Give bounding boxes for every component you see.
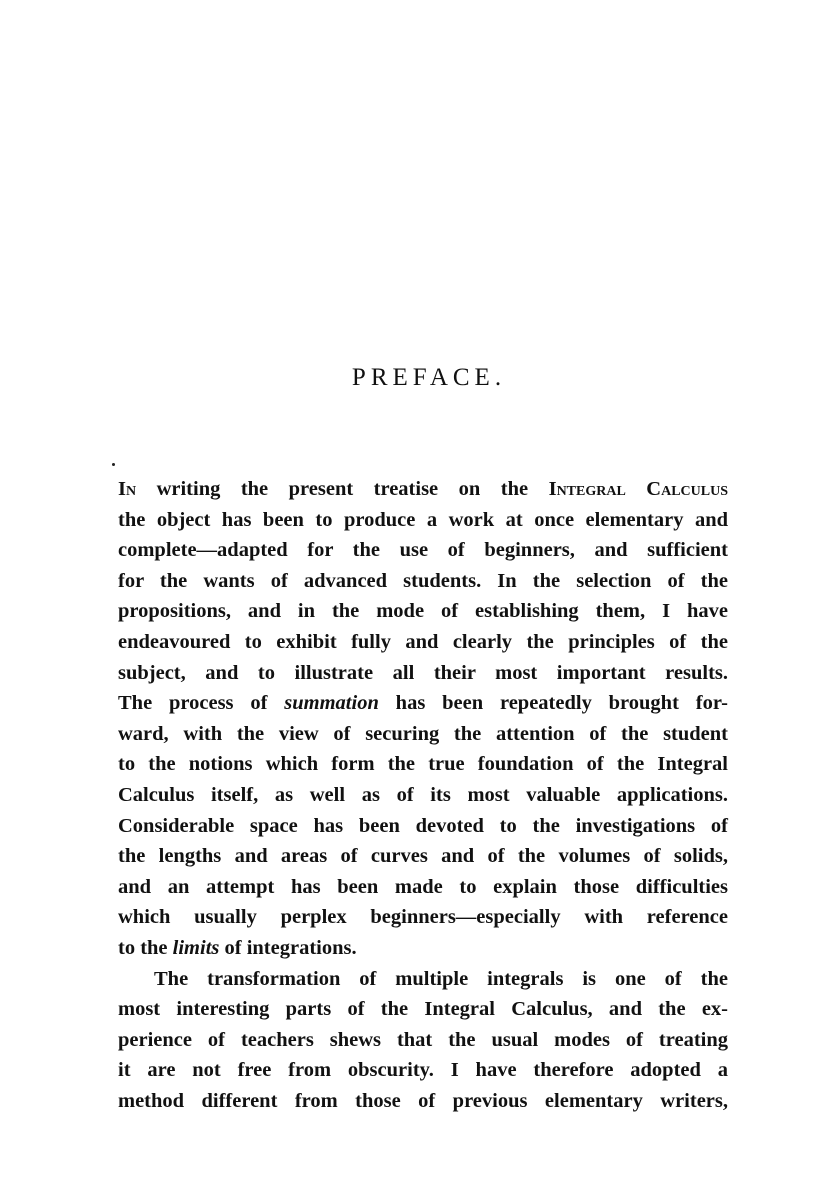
text-run: writing the present treatise on the [136, 478, 549, 500]
text-line [118, 872, 728, 903]
text-line [118, 688, 728, 719]
text-run: it are not free from obscurity. I have therefore adopted a [118, 1059, 728, 1082]
emphasized-term: summation [284, 692, 379, 715]
text-line [118, 505, 728, 536]
text-line [118, 474, 728, 505]
text-line [118, 780, 728, 811]
text-line [118, 964, 728, 995]
paragraph-2 [118, 964, 728, 1117]
text-run: to the notions which form the true foundation of the Integral [118, 753, 728, 776]
text-line [118, 627, 728, 658]
printing-speck [112, 463, 115, 466]
small-caps-text: In [118, 478, 137, 500]
text-line [118, 811, 728, 842]
emphasized-term: limits [172, 936, 220, 959]
text-run: perience of teachers shews that the usual modes of treating [118, 1028, 728, 1051]
text-line [118, 902, 728, 933]
text-line [118, 1025, 728, 1056]
paragraph-1 [118, 474, 728, 964]
text-line [118, 1055, 728, 1086]
text-run: the lengths and areas of curves and of the volumes of solids, [118, 845, 728, 868]
text-run: Calculus itself, as well as of its most valuable applications. [118, 783, 728, 806]
text-line [118, 596, 728, 627]
page-title: PREFACE. [351, 364, 507, 391]
text-run: The process of [118, 692, 285, 715]
text-run: for the wants of advanced students. In the selection of the [118, 569, 728, 592]
text-run: most interesting parts of the Integral Calculus, and the ex- [118, 998, 728, 1021]
text-run: The transformation of multiple integrals is one of the [154, 967, 728, 990]
text-line [118, 1086, 728, 1117]
preface-body [118, 474, 728, 1116]
text-run: which usually perplex beginners—especially with reference [118, 906, 728, 929]
text-run: and an attempt has been made to explain those difficulties [118, 875, 728, 898]
text-run: complete—adapted for the use of beginners, and sufficient [118, 539, 728, 562]
text-run: has been repeatedly brought for- [378, 692, 728, 715]
text-run: propositions, and in the mode of establishing them, I have [118, 600, 728, 623]
text-line [118, 566, 728, 597]
text-run: method different from those of previous elementary writers, [118, 1089, 728, 1112]
text-run: to the [118, 936, 173, 959]
text-line [118, 841, 728, 872]
text-run: Considerable space has been devoted to the investigations of [118, 814, 728, 837]
text-run: ward, with the view of securing the attention of the student [118, 722, 728, 745]
text-line [118, 658, 728, 689]
text-line [118, 933, 728, 964]
text-run: the object has been to produce a work at once elementary and [118, 508, 728, 531]
text-run: subject, and to illustrate all their most important results. [118, 661, 728, 684]
text-run: of integrations. [219, 936, 357, 959]
text-line [118, 749, 728, 780]
small-caps-text: Integral Calculus [548, 478, 728, 500]
text-line [118, 719, 728, 750]
text-line [118, 535, 728, 566]
text-run: endeavoured to exhibit fully and clearly the principles of the [118, 630, 728, 653]
text-line [118, 994, 728, 1025]
